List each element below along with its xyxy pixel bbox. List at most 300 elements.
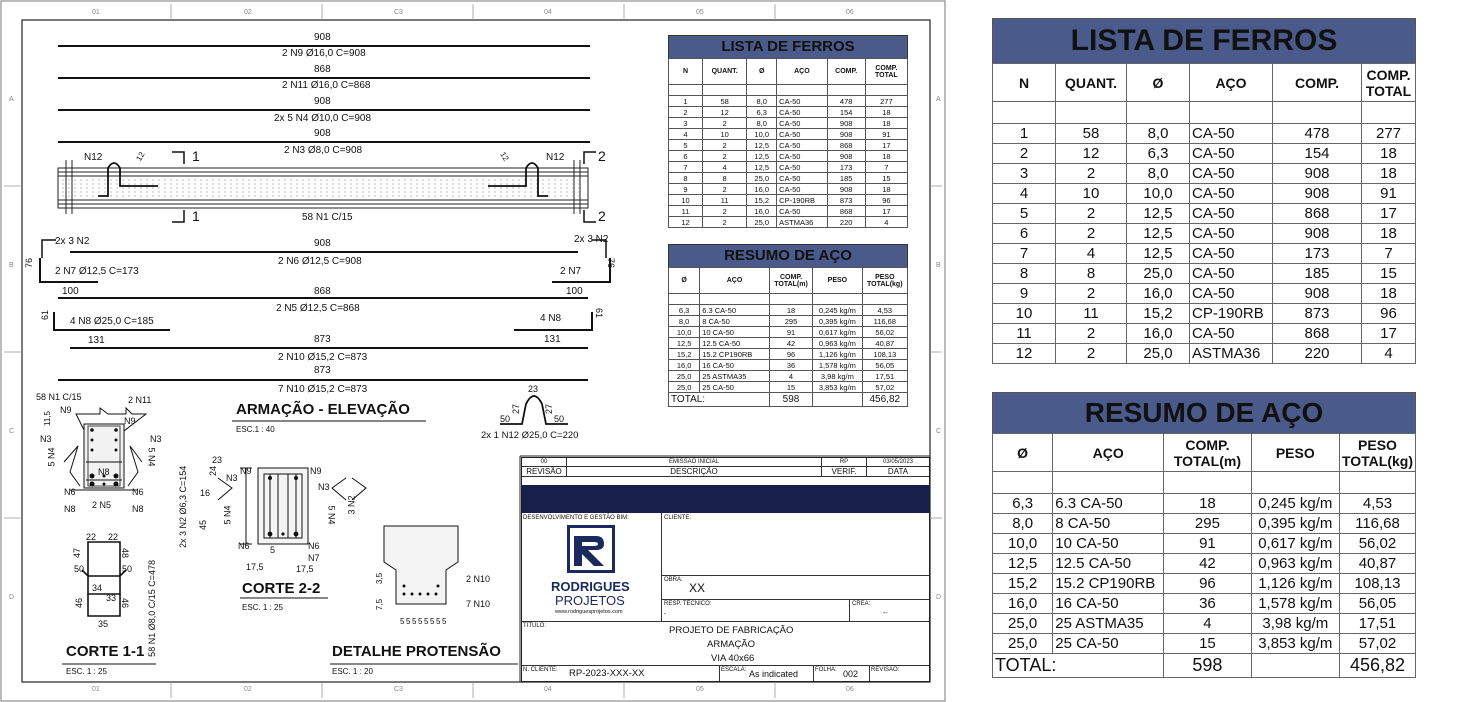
titulo-label: TÍTULO: bbox=[523, 623, 547, 629]
table-cell: 1,578 kg/m bbox=[813, 360, 862, 371]
bar-label: 2 N6 Ø12,5 C=908 bbox=[278, 256, 362, 267]
table-cell: 185 bbox=[1273, 264, 1362, 284]
section-label: 58 N1 C/15 bbox=[36, 392, 82, 402]
table-cell: 4 bbox=[1362, 344, 1416, 364]
table-row bbox=[993, 514, 1416, 534]
protensao-label: 2 N10 bbox=[466, 574, 491, 584]
table-cell: CA-50 bbox=[777, 173, 827, 184]
table-cell: 8,0 bbox=[747, 96, 777, 107]
table-cell: 25,0 bbox=[1127, 264, 1190, 284]
stirrup-dim: 48 bbox=[120, 547, 131, 559]
zoomed-panel bbox=[946, 0, 1475, 702]
grid-col-label: 05 bbox=[696, 686, 704, 693]
table-row bbox=[669, 151, 908, 162]
table-cell: 15 bbox=[865, 173, 907, 184]
table-cell: 96 bbox=[865, 195, 907, 206]
rev-header: DATA bbox=[867, 467, 930, 477]
table-cell: 868 bbox=[827, 140, 865, 151]
table-cell: 15 bbox=[1362, 264, 1416, 284]
table-cell: 10 bbox=[669, 195, 703, 206]
table-cell: 0,245 kg/m bbox=[813, 305, 862, 316]
col-header: Ø bbox=[669, 268, 700, 294]
table-row bbox=[669, 217, 908, 228]
n12-detail-dim: 27 bbox=[544, 403, 555, 415]
table-cell: 10 CA-50 bbox=[1053, 534, 1164, 554]
table-row bbox=[669, 327, 908, 338]
grid-row-label: A bbox=[936, 96, 941, 103]
hook-dim: 76 bbox=[24, 257, 35, 269]
table-row bbox=[993, 264, 1416, 284]
section-label: N9 bbox=[60, 405, 72, 415]
grid-col-label: 04 bbox=[544, 9, 552, 16]
n12-detail-dim: 27 bbox=[511, 403, 522, 415]
table-cell: 908 bbox=[827, 184, 865, 195]
bar-label: 2 N7 bbox=[560, 266, 582, 277]
n12-detail-label: 2x 1 N12 Ø25,0 C=220 bbox=[481, 430, 579, 441]
table-cell: 18 bbox=[1164, 494, 1251, 514]
titulo-line: VIA 40x66 bbox=[711, 653, 755, 664]
table-cell: 12 bbox=[993, 344, 1056, 364]
title-block bbox=[521, 457, 930, 682]
protensao-label: 5 bbox=[442, 617, 447, 626]
col-header: COMP. TOTAL(m) bbox=[769, 268, 812, 294]
table-cell: 17 bbox=[1362, 204, 1416, 224]
resumo-aco-small bbox=[668, 244, 908, 407]
bar-label: 7 N10 Ø15,2 C=873 bbox=[278, 384, 368, 395]
table-cell: 25 ASTMA35 bbox=[1053, 614, 1164, 634]
grid-col-label: 02 bbox=[244, 686, 252, 693]
company-name: RODRIGUES bbox=[551, 579, 630, 594]
table-row bbox=[993, 344, 1416, 364]
table-cell: CA-50 bbox=[1190, 284, 1273, 304]
table-cell: 173 bbox=[1273, 244, 1362, 264]
table-cell: 908 bbox=[1273, 164, 1362, 184]
table-cell: 908 bbox=[827, 151, 865, 162]
section-label: N3 bbox=[40, 434, 52, 444]
table-cell: 17 bbox=[865, 140, 907, 151]
table-cell: 10 bbox=[1056, 184, 1127, 204]
table-cell: 18 bbox=[865, 151, 907, 162]
stirrup-dim: 46 bbox=[120, 597, 131, 609]
table-row bbox=[669, 162, 908, 173]
table-cell: 1 bbox=[669, 96, 703, 107]
col-header: QUANT. bbox=[1056, 64, 1127, 102]
table-cell: 8,0 bbox=[1127, 164, 1190, 184]
drawing-title: CORTE 2-2 bbox=[242, 580, 321, 597]
table-cell: CA-50 bbox=[1190, 324, 1273, 344]
table-cell: 16,0 bbox=[1127, 284, 1190, 304]
bar-dim: 868 bbox=[314, 64, 331, 75]
bar-dim: 100 bbox=[566, 286, 583, 297]
lista-ferros-small bbox=[668, 35, 908, 228]
rev-cell: EMISSÃO INICIAL bbox=[567, 458, 822, 467]
drawing-title: ARMAÇÃO - ELEVAÇÃO bbox=[236, 401, 410, 418]
table-cell: 42 bbox=[769, 338, 812, 349]
rev-header: VERIF. bbox=[822, 467, 867, 477]
table-cell: 908 bbox=[1273, 224, 1362, 244]
section-label: 5 N4 bbox=[146, 447, 157, 467]
ncliente-label: N. CLIENTE: bbox=[523, 667, 558, 673]
table-cell: 0,395 kg/m bbox=[813, 316, 862, 327]
section-marker: 1 bbox=[192, 208, 200, 224]
section-label: 5 N4 bbox=[46, 447, 57, 467]
protensao-label: 3,5 bbox=[375, 572, 385, 585]
table-cell: 2 bbox=[669, 107, 703, 118]
table-row bbox=[993, 144, 1416, 164]
table-cell: CA-50 bbox=[1190, 264, 1273, 284]
col-header: COMP. TOTAL bbox=[865, 59, 907, 85]
table-cell: 108,13 bbox=[1339, 574, 1415, 594]
table-cell: 116,68 bbox=[862, 316, 907, 327]
table-cell: 277 bbox=[865, 96, 907, 107]
table-row bbox=[993, 494, 1416, 514]
table-cell: 4,53 bbox=[1339, 494, 1415, 514]
stirrup-dim: 22 bbox=[108, 532, 119, 542]
table-cell: 25 ASTMA35 bbox=[700, 371, 770, 382]
table-cell: 3,853 kg/m bbox=[813, 382, 862, 393]
crea-value: -- bbox=[883, 610, 888, 617]
lista-zoom-table bbox=[992, 63, 1416, 364]
table-cell: CA-50 bbox=[777, 107, 827, 118]
table-cell: CA-50 bbox=[1190, 144, 1273, 164]
table-cell: 12,5 bbox=[747, 140, 777, 151]
grid-col-label: 02 bbox=[244, 9, 252, 16]
bar-label: 2 N3 Ø8,0 C=908 bbox=[284, 145, 363, 156]
section-label: N3 bbox=[318, 482, 330, 492]
table-cell: 908 bbox=[827, 118, 865, 129]
table-cell: 96 bbox=[1362, 304, 1416, 324]
table-cell: 96 bbox=[1164, 574, 1251, 594]
col-header: PESO bbox=[1251, 434, 1339, 472]
protensao-label: 5 bbox=[406, 617, 411, 626]
table-cell: 56,02 bbox=[862, 327, 907, 338]
obra-value: XX bbox=[689, 581, 706, 595]
table-cell: 40,87 bbox=[862, 338, 907, 349]
table-row bbox=[669, 118, 908, 129]
protensao-label: 7 N10 bbox=[466, 599, 491, 609]
table-cell: 3 bbox=[669, 118, 703, 129]
protensao-label: 5 bbox=[412, 617, 417, 626]
table-cell: 2 bbox=[1056, 164, 1127, 184]
n12-detail-dim: 50 bbox=[500, 414, 511, 424]
table-cell: 154 bbox=[827, 107, 865, 118]
resp-label: RESP. TÉCNICO: bbox=[664, 601, 712, 607]
table-cell: 12 bbox=[702, 107, 746, 118]
total-comp: 598 bbox=[769, 393, 812, 407]
table-cell: 16,0 bbox=[747, 184, 777, 195]
table-cell: 58 bbox=[1056, 124, 1127, 144]
table-cell: 2 bbox=[702, 151, 746, 162]
table-cell: 25,0 bbox=[993, 614, 1053, 634]
table-cell: 18 bbox=[1362, 284, 1416, 304]
section-side-label: 2x 3 N2 Ø6,3 C=154 bbox=[178, 465, 188, 548]
table-cell: 2 bbox=[702, 184, 746, 195]
table-cell: ASTMA36 bbox=[777, 217, 827, 228]
bar-label: 2 N11 Ø16,0 C=868 bbox=[282, 80, 371, 91]
table-cell: 25,0 bbox=[747, 173, 777, 184]
n12-label: N12 bbox=[546, 152, 565, 163]
table-cell: 908 bbox=[1273, 284, 1362, 304]
section-label: 2 N11 bbox=[128, 395, 152, 405]
table-cell: 2 bbox=[1056, 204, 1127, 224]
lista-zoom-title: LISTA DE FERROS bbox=[992, 18, 1416, 63]
stirrup-dim: 22 bbox=[86, 532, 97, 542]
total-peso: 456,82 bbox=[1339, 654, 1415, 678]
stirrup-dim: 35 bbox=[98, 619, 109, 629]
col-header: AÇO bbox=[700, 268, 770, 294]
table-cell: 8,0 bbox=[747, 118, 777, 129]
table-cell: 11 bbox=[993, 324, 1056, 344]
table-cell: 15 bbox=[769, 382, 812, 393]
table-cell: 0,963 kg/m bbox=[813, 338, 862, 349]
grid-col-label: 01 bbox=[92, 9, 100, 16]
table-cell: ASTMA36 bbox=[1190, 344, 1273, 364]
col-header: Ø bbox=[1127, 64, 1190, 102]
n12-label: N12 bbox=[84, 152, 103, 163]
table-cell: CA-50 bbox=[777, 96, 827, 107]
table-cell: 7 bbox=[669, 162, 703, 173]
table-row bbox=[993, 574, 1416, 594]
table-row bbox=[993, 244, 1416, 264]
folha-value: 002 bbox=[843, 669, 859, 679]
section-label: 5 N4 bbox=[326, 505, 337, 525]
table-cell: 25,0 bbox=[669, 371, 700, 382]
table-cell: 91 bbox=[1164, 534, 1251, 554]
table-cell: 2 bbox=[1056, 324, 1127, 344]
table-cell: 12,5 bbox=[1127, 204, 1190, 224]
table-cell: 11 bbox=[702, 195, 746, 206]
table-cell: 908 bbox=[1273, 184, 1362, 204]
col-header: PESO TOTAL(kg) bbox=[1339, 434, 1415, 472]
table-row bbox=[669, 195, 908, 206]
bar-dim: 131 bbox=[88, 335, 105, 346]
table-cell: 116,68 bbox=[1339, 514, 1415, 534]
table-cell: 17,51 bbox=[1339, 614, 1415, 634]
titulo-line: ARMAÇÃO bbox=[707, 639, 756, 650]
bar-dim: 873 bbox=[314, 365, 331, 376]
table-cell: 1 bbox=[993, 124, 1056, 144]
table-cell: CA-50 bbox=[1190, 204, 1273, 224]
table-cell: 868 bbox=[827, 206, 865, 217]
table-cell: 0,617 kg/m bbox=[813, 327, 862, 338]
bar-label: 2x 5 N4 Ø10,0 C=908 bbox=[274, 113, 372, 124]
section-marker: 2 bbox=[598, 148, 606, 164]
table-cell: CA-50 bbox=[777, 140, 827, 151]
table-cell: 0,963 kg/m bbox=[1251, 554, 1339, 574]
section-label: N9 bbox=[240, 466, 252, 476]
grid-row-label: C bbox=[9, 428, 15, 435]
table-cell: 220 bbox=[827, 217, 865, 228]
table-cell: 1,126 kg/m bbox=[1251, 574, 1339, 594]
table-cell: 2 bbox=[1056, 344, 1127, 364]
table-cell: 4 bbox=[1164, 614, 1251, 634]
table-cell: 58 bbox=[702, 96, 746, 107]
col-header: N bbox=[669, 59, 703, 85]
table-cell: 12.5 CA-50 bbox=[1053, 554, 1164, 574]
table-cell: 10,0 bbox=[993, 534, 1053, 554]
table-cell: CP-190RB bbox=[777, 195, 827, 206]
table-cell: 40,87 bbox=[1339, 554, 1415, 574]
table-cell: 17 bbox=[865, 206, 907, 217]
table-cell: 42 bbox=[1164, 554, 1251, 574]
bar-dim: 908 bbox=[314, 238, 331, 249]
section-label: N8 bbox=[132, 504, 144, 514]
table-cell: 11 bbox=[669, 206, 703, 217]
table-cell: 57,02 bbox=[1339, 634, 1415, 654]
stirrup-dim: 46 bbox=[74, 597, 85, 609]
table-cell: 4 bbox=[702, 162, 746, 173]
table-row bbox=[993, 304, 1416, 324]
table-cell: 2 bbox=[702, 217, 746, 228]
table-cell: 478 bbox=[1273, 124, 1362, 144]
bar-label: 2 N9 Ø16,0 C=908 bbox=[282, 48, 366, 59]
table-cell: 908 bbox=[827, 129, 865, 140]
table-cell: 18 bbox=[769, 305, 812, 316]
table-cell: 4 bbox=[769, 371, 812, 382]
table-cell: 7 bbox=[1362, 244, 1416, 264]
table-cell: CA-50 bbox=[777, 151, 827, 162]
table-cell: 16 CA-50 bbox=[700, 360, 770, 371]
grid-col-label: 04 bbox=[544, 686, 552, 693]
table-cell: 15.2 CP190RB bbox=[1053, 574, 1164, 594]
section-label: 17,5 bbox=[296, 564, 314, 574]
drawing-scale: ESC. 1 : 25 bbox=[242, 603, 283, 612]
table-cell: CA-50 bbox=[777, 206, 827, 217]
table-row bbox=[993, 614, 1416, 634]
table-cell: 15.2 CP190RB bbox=[700, 349, 770, 360]
table-cell: 6,3 bbox=[669, 305, 700, 316]
table-cell: 15 bbox=[1164, 634, 1251, 654]
section-label: N3 bbox=[226, 473, 238, 483]
stirrup-label: 58 N1 Ø8,0 C/15 C=478 bbox=[146, 560, 157, 657]
table-row bbox=[669, 371, 908, 382]
crea-label: CREA: bbox=[852, 601, 871, 607]
table-row bbox=[669, 360, 908, 371]
protensao-label: 7,5 bbox=[375, 598, 385, 611]
section-label: 23 bbox=[212, 455, 223, 465]
table-cell: 7 bbox=[993, 244, 1056, 264]
table-cell: 8 bbox=[669, 173, 703, 184]
table-cell: 6,3 bbox=[993, 494, 1053, 514]
table-cell: 25,0 bbox=[747, 217, 777, 228]
table-cell: 277 bbox=[1362, 124, 1416, 144]
table-cell: 6.3 CA-50 bbox=[700, 305, 770, 316]
table-cell: 10 bbox=[702, 129, 746, 140]
table-cell: 2 bbox=[1056, 224, 1127, 244]
table-row bbox=[669, 316, 908, 327]
drawing-scale: ESC. 1 : 25 bbox=[66, 667, 107, 676]
bar-dim: 100 bbox=[62, 286, 79, 297]
table-cell: 15,2 bbox=[1127, 304, 1190, 324]
table-cell: 1,126 kg/m bbox=[813, 349, 862, 360]
n2-label: 2x 3 N2 bbox=[55, 236, 90, 247]
resumo-aco-zoom bbox=[992, 392, 1416, 678]
section-label: N7 bbox=[308, 553, 320, 563]
table-cell: 18 bbox=[865, 118, 907, 129]
table-row bbox=[993, 594, 1416, 614]
protensao-label: 5 bbox=[424, 617, 429, 626]
table-cell: 873 bbox=[1273, 304, 1362, 324]
table-cell: 6,3 bbox=[1127, 144, 1190, 164]
table-row bbox=[669, 349, 908, 360]
table-cell: 56,05 bbox=[1339, 594, 1415, 614]
table-cell: 3,853 kg/m bbox=[1251, 634, 1339, 654]
table-cell: 12,5 bbox=[1127, 224, 1190, 244]
titulo-line: PROJETO DE FABRICAÇÃO bbox=[669, 625, 794, 636]
table-cell: 15,2 bbox=[669, 349, 700, 360]
col-header: QUANT. bbox=[702, 59, 746, 85]
bim-label: DESENVOLVIMENTO E GESTÃO BIM: bbox=[523, 515, 629, 521]
table-cell: 478 bbox=[827, 96, 865, 107]
table-cell: 0,617 kg/m bbox=[1251, 534, 1339, 554]
grid-col-label: C3 bbox=[394, 9, 403, 16]
col-header: AÇO bbox=[1190, 64, 1273, 102]
table-cell: 18 bbox=[1362, 164, 1416, 184]
table-cell: 220 bbox=[1273, 344, 1362, 364]
table-cell: 12 bbox=[669, 217, 703, 228]
grid-row-label: A bbox=[9, 96, 14, 103]
table-cell: 9 bbox=[993, 284, 1056, 304]
table-cell: 8,0 bbox=[993, 514, 1053, 534]
table-cell: 10,0 bbox=[669, 327, 700, 338]
section-label: N8 bbox=[64, 504, 76, 514]
section-label: N6 bbox=[238, 541, 250, 551]
table-cell: 8 bbox=[1056, 264, 1127, 284]
table-cell: 10 bbox=[993, 304, 1056, 324]
table-cell: CA-50 bbox=[777, 162, 827, 173]
n2-label: 2x 3 N2 bbox=[574, 234, 609, 245]
col-header: Ø bbox=[747, 59, 777, 85]
section-label: N6 bbox=[132, 487, 144, 497]
table-cell: 25,0 bbox=[669, 382, 700, 393]
rev-cell: 03/05/2023 bbox=[867, 458, 930, 467]
cliente-label: CLIENTE: bbox=[664, 515, 692, 521]
table-cell: CA-50 bbox=[777, 118, 827, 129]
rev-header: REVISÃO bbox=[522, 467, 567, 477]
section-label: 2 N5 bbox=[92, 500, 112, 510]
section-label: N3 bbox=[150, 434, 162, 444]
bar-label: 4 N8 Ø25,0 C=185 bbox=[70, 316, 154, 327]
col-header: AÇO bbox=[1053, 434, 1164, 472]
hook-dim: 61 bbox=[594, 307, 605, 319]
protensao-label: 5 bbox=[418, 617, 423, 626]
table-cell: CA-50 bbox=[1190, 244, 1273, 264]
table-row bbox=[993, 124, 1416, 144]
n12-detail-dim: 23 bbox=[528, 384, 539, 394]
table-cell: 12,5 bbox=[747, 151, 777, 162]
stirrup-label: 58 N1 C/15 bbox=[302, 212, 353, 223]
table-row bbox=[993, 164, 1416, 184]
table-cell: 4,53 bbox=[862, 305, 907, 316]
table-cell: 25,0 bbox=[993, 634, 1053, 654]
table-row bbox=[669, 206, 908, 217]
table-cell: 3 bbox=[993, 164, 1056, 184]
drawing-scale: ESC.1 : 40 bbox=[236, 425, 275, 434]
table-cell: 25 CA-50 bbox=[1053, 634, 1164, 654]
table-cell: 36 bbox=[769, 360, 812, 371]
bar-label: 4 N8 bbox=[540, 313, 562, 324]
table-cell: 2 bbox=[702, 206, 746, 217]
protensao-label: 5 bbox=[400, 617, 405, 626]
table-cell: 6 bbox=[669, 151, 703, 162]
resumo-title: RESUMO DE AÇO bbox=[668, 244, 908, 267]
table-cell: 3,98 kg/m bbox=[813, 371, 862, 382]
table-cell: 91 bbox=[769, 327, 812, 338]
stirrup-dim: 33 bbox=[106, 593, 117, 603]
table-cell: 15,2 bbox=[993, 574, 1053, 594]
section-label: N8 bbox=[98, 467, 110, 477]
table-row bbox=[669, 129, 908, 140]
